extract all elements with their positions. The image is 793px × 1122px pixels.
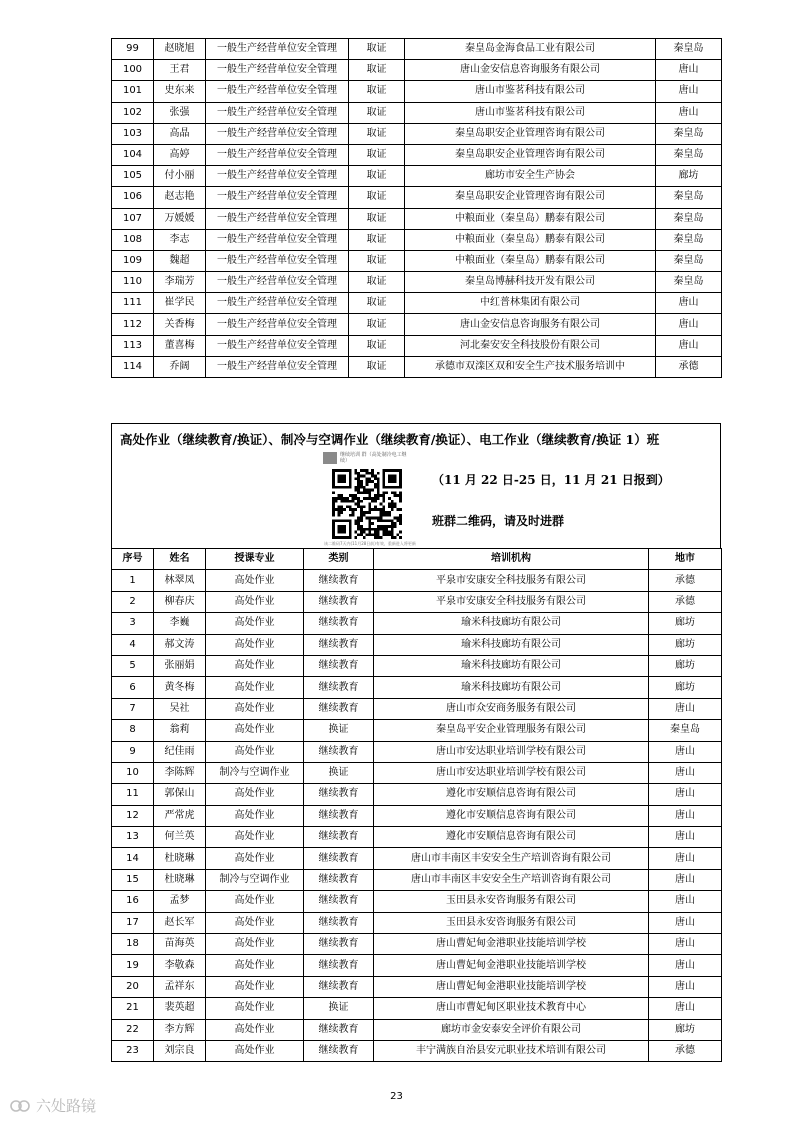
table-cell: 107 — [112, 208, 154, 229]
table-cell: 唐山 — [649, 976, 722, 997]
table-row — [112, 848, 722, 869]
table-cell: 瑜米科技廊坊有限公司 — [374, 634, 649, 655]
table-cell: 关香梅 — [154, 314, 206, 335]
table-cell: 李巍 — [154, 613, 206, 634]
class-trainee-table — [111, 548, 722, 1062]
qr-caption: 继续培训 群（高处制冷电工继续） — [340, 452, 407, 464]
table-cell: 1 — [112, 570, 154, 591]
table-cell: 秦皇岛职安企业管理咨询有限公司 — [405, 187, 656, 208]
table-cell: 廊坊 — [649, 677, 722, 698]
table-cell: 继续教育 — [304, 805, 374, 826]
table-cell: 纪佳雨 — [154, 741, 206, 762]
table-cell: 一般生产经营单位安全管理 — [206, 102, 349, 123]
table-cell: 秦皇岛 — [656, 208, 722, 229]
table-cell: 继续教育 — [304, 741, 374, 762]
table-cell: 一般生产经营单位安全管理 — [206, 187, 349, 208]
table-cell: 高处作业 — [206, 677, 304, 698]
table-cell: 一般生产经营单位安全管理 — [206, 81, 349, 102]
class-header — [111, 423, 721, 549]
table-cell: 廊坊 — [649, 613, 722, 634]
table-cell: 16 — [112, 891, 154, 912]
table-cell: 吴社 — [154, 698, 206, 719]
table-row — [112, 272, 722, 293]
table-cell: 遵化市安顺信息咨询有限公司 — [374, 805, 649, 826]
table-cell: 高处作业 — [206, 591, 304, 612]
table-cell: 高处作业 — [206, 805, 304, 826]
table-cell: 114 — [112, 356, 154, 377]
table-cell: 高处作业 — [206, 1019, 304, 1040]
table-cell: 21 — [112, 998, 154, 1019]
table-cell: 15 — [112, 869, 154, 890]
table-cell: 唐山市安达职业培训学校有限公司 — [374, 741, 649, 762]
table-cell: 继续教育 — [304, 613, 374, 634]
table-cell: 高处作业 — [206, 934, 304, 955]
table-cell: 一般生产经营单位安全管理 — [206, 123, 349, 144]
table-cell: 廊坊 — [656, 166, 722, 187]
table-cell: 继续教育 — [304, 891, 374, 912]
table-row — [112, 655, 722, 676]
table-cell: 赵长军 — [154, 912, 206, 933]
table-cell: 杜晓琳 — [154, 869, 206, 890]
table-cell: 取证 — [349, 102, 405, 123]
table-cell: 106 — [112, 187, 154, 208]
table-cell: 取证 — [349, 144, 405, 165]
table-cell: 翁莉 — [154, 720, 206, 741]
table-cell: 取证 — [349, 356, 405, 377]
table-cell: 唐山 — [656, 60, 722, 81]
column-header: 授课专业 — [206, 549, 304, 570]
table-cell: 李陈辉 — [154, 762, 206, 783]
column-header: 序号 — [112, 549, 154, 570]
table-cell: 唐山 — [649, 998, 722, 1019]
table-row — [112, 335, 722, 356]
table-cell: 高处作业 — [206, 698, 304, 719]
table-row — [112, 250, 722, 271]
table-cell: 乔阔 — [154, 356, 206, 377]
column-header: 类别 — [304, 549, 374, 570]
table-row — [112, 591, 722, 612]
table-cell: 23 — [112, 1040, 154, 1061]
table-cell: 22 — [112, 1019, 154, 1040]
table-cell: 遵化市安顺信息咨询有限公司 — [374, 784, 649, 805]
table-row — [112, 187, 722, 208]
table-cell: 孟祥东 — [154, 976, 206, 997]
table-row — [112, 741, 722, 762]
table-cell: 9 — [112, 741, 154, 762]
table-cell: 何兰英 — [154, 827, 206, 848]
table-cell: 唐山 — [649, 762, 722, 783]
table-cell: 取证 — [349, 187, 405, 208]
table-row — [112, 570, 722, 591]
table-cell: 廊坊 — [649, 634, 722, 655]
table-row — [112, 356, 722, 377]
table-cell: 一般生产经营单位安全管理 — [206, 250, 349, 271]
table-cell: 一般生产经营单位安全管理 — [206, 335, 349, 356]
table-row — [112, 891, 722, 912]
table-cell: 换证 — [304, 720, 374, 741]
table-cell: 魏超 — [154, 250, 206, 271]
table-cell: 取证 — [349, 293, 405, 314]
table-cell: 一般生产经营单位安全管理 — [206, 166, 349, 187]
watermark-logo-icon — [10, 1099, 32, 1113]
table-cell: 唐山市丰南区丰安安全生产培训咨询有限公司 — [374, 869, 649, 890]
table-cell: 取证 — [349, 208, 405, 229]
table-cell: 中粮面业（秦皇岛）鹏泰有限公司 — [405, 208, 656, 229]
table-cell: 104 — [112, 144, 154, 165]
table-cell: 一般生产经营单位安全管理 — [206, 314, 349, 335]
table-row — [112, 934, 722, 955]
table-cell: 丰宁满族自治县安元职业技术培训有限公司 — [374, 1040, 649, 1061]
table-cell: 刘宗良 — [154, 1040, 206, 1061]
table-cell: 102 — [112, 102, 154, 123]
table-cell: 高处作业 — [206, 720, 304, 741]
table-cell: 唐山金安信息咨询服务有限公司 — [405, 60, 656, 81]
table-row — [112, 784, 722, 805]
table-cell: 高处作业 — [206, 891, 304, 912]
table-cell: 唐山市曹妃甸区职业技术教育中心 — [374, 998, 649, 1019]
table-cell: 赵志艳 — [154, 187, 206, 208]
table-cell: 继续教育 — [304, 934, 374, 955]
table-cell: 唐山 — [649, 934, 722, 955]
table-cell: 遵化市安顺信息咨询有限公司 — [374, 827, 649, 848]
table-cell: 108 — [112, 229, 154, 250]
table-cell: 唐山曹妃甸金港职业技能培训学校 — [374, 976, 649, 997]
table-cell: 瑜米科技廊坊有限公司 — [374, 677, 649, 698]
table-cell: 张强 — [154, 102, 206, 123]
watermark-text: 六处路镜 — [36, 1097, 97, 1115]
table-cell: 继续教育 — [304, 827, 374, 848]
table-cell: 继续教育 — [304, 848, 374, 869]
table-cell: 王君 — [154, 60, 206, 81]
table-cell: 20 — [112, 976, 154, 997]
table-row — [112, 720, 722, 741]
table-cell: 承德 — [649, 591, 722, 612]
table-cell: 继续教育 — [304, 1040, 374, 1061]
table-cell: 继续教育 — [304, 784, 374, 805]
table-cell: 唐山 — [649, 912, 722, 933]
table-row — [112, 60, 722, 81]
table-cell: 郭保山 — [154, 784, 206, 805]
table-cell: 高处作业 — [206, 827, 304, 848]
qr-footer: 该二维码7天内(11月28日前)有效，重新进入将更新 — [324, 541, 416, 546]
table-cell: 承德市双滦区双和安全生产技术服务培训中 — [405, 356, 656, 377]
table-cell: 3 — [112, 613, 154, 634]
table-cell: 黄冬梅 — [154, 677, 206, 698]
table-cell: 秦皇岛 — [649, 720, 722, 741]
table-cell: 取证 — [349, 81, 405, 102]
table-cell: 秦皇岛 — [656, 123, 722, 144]
table-cell: 103 — [112, 123, 154, 144]
table-cell: 17 — [112, 912, 154, 933]
table-cell: 董喜梅 — [154, 335, 206, 356]
table-cell: 取证 — [349, 335, 405, 356]
table-cell: 2 — [112, 591, 154, 612]
table-cell: 唐山 — [656, 102, 722, 123]
table-cell: 继续教育 — [304, 869, 374, 890]
table-cell: 高晶 — [154, 123, 206, 144]
table-cell: 玉田县永安咨询服务有限公司 — [374, 912, 649, 933]
page-number: 23 — [390, 1091, 403, 1102]
table-cell: 99 — [112, 39, 154, 60]
table-cell: 高处作业 — [206, 1040, 304, 1061]
table-cell: 继续教育 — [304, 570, 374, 591]
class-dates: （11 月 22 日-25 日，11 月 21 日报到） — [432, 473, 670, 487]
table-cell: 14 — [112, 848, 154, 869]
table-cell: 平泉市安康安全科技服务有限公司 — [374, 591, 649, 612]
table-cell: 一般生产经营单位安全管理 — [206, 293, 349, 314]
table-cell: 秦皇岛 — [656, 144, 722, 165]
table-cell: 唐山 — [656, 81, 722, 102]
table-cell: 高处作业 — [206, 784, 304, 805]
table-cell: 一般生产经营单位安全管理 — [206, 356, 349, 377]
table-row — [112, 166, 722, 187]
table-cell: 苗海英 — [154, 934, 206, 955]
table-cell: 玉田县永安咨询服务有限公司 — [374, 891, 649, 912]
class-title: 高处作业（继续教育/换证）、制冷与空调作业（继续教育/换证）、电工作业（继续教育/换证 1）班 — [120, 432, 660, 447]
table-row — [112, 869, 722, 890]
table-cell: 唐山 — [649, 805, 722, 826]
table-cell: 取证 — [349, 272, 405, 293]
table-cell: 继续教育 — [304, 634, 374, 655]
table-cell: 110 — [112, 272, 154, 293]
table-cell: 继续教育 — [304, 591, 374, 612]
table-cell: 一般生产经营单位安全管理 — [206, 60, 349, 81]
table-cell: 廊坊 — [649, 1019, 722, 1040]
table-cell: 秦皇岛金海食品工业有限公司 — [405, 39, 656, 60]
table-row — [112, 976, 722, 997]
table-cell: 高处作业 — [206, 998, 304, 1019]
table-cell: 唐山 — [649, 698, 722, 719]
table-cell: 一般生产经营单位安全管理 — [206, 208, 349, 229]
table-cell: 张丽娟 — [154, 655, 206, 676]
table-cell: 取证 — [349, 314, 405, 335]
table-cell: 101 — [112, 81, 154, 102]
table-row — [112, 208, 722, 229]
table-cell: 制冷与空调作业 — [206, 762, 304, 783]
table-cell: 12 — [112, 805, 154, 826]
table-row — [112, 39, 722, 60]
table-cell: 裴英超 — [154, 998, 206, 1019]
column-header: 姓名 — [154, 549, 206, 570]
table-cell: 唐山曹妃甸金港职业技能培训学校 — [374, 934, 649, 955]
table-row — [112, 314, 722, 335]
table-cell: 继续教育 — [304, 698, 374, 719]
table-cell: 一般生产经营单位安全管理 — [206, 229, 349, 250]
table-cell: 10 — [112, 762, 154, 783]
trainee-table-continued — [111, 38, 722, 378]
table-cell: 秦皇岛 — [656, 272, 722, 293]
table-cell: 113 — [112, 335, 154, 356]
table-cell: 秦皇岛 — [656, 187, 722, 208]
table-cell: 111 — [112, 293, 154, 314]
table-row — [112, 762, 722, 783]
table-cell: 唐山 — [656, 335, 722, 356]
table-cell: 唐山 — [649, 891, 722, 912]
table-cell: 瑜米科技廊坊有限公司 — [374, 655, 649, 676]
table-header-row — [112, 549, 722, 570]
table-cell: 付小丽 — [154, 166, 206, 187]
column-header: 培训机构 — [374, 549, 649, 570]
table-cell: 李志 — [154, 229, 206, 250]
table-cell: 唐山曹妃甸金港职业技能培训学校 — [374, 955, 649, 976]
table-cell: 112 — [112, 314, 154, 335]
table-row — [112, 912, 722, 933]
table-cell: 河北秦安安全科技股份有限公司 — [405, 335, 656, 356]
table-cell: 唐山市鉴茗科技有限公司 — [405, 81, 656, 102]
table-cell: 取证 — [349, 250, 405, 271]
table-cell: 换证 — [304, 998, 374, 1019]
table-row — [112, 613, 722, 634]
table-cell: 6 — [112, 677, 154, 698]
table-cell: 秦皇岛博赫科技开发有限公司 — [405, 272, 656, 293]
table-cell: 取证 — [349, 39, 405, 60]
table-cell: 一般生产经营单位安全管理 — [206, 144, 349, 165]
table-cell: 瑜米科技廊坊有限公司 — [374, 613, 649, 634]
table-cell: 18 — [112, 934, 154, 955]
table-row — [112, 677, 722, 698]
table-row — [112, 229, 722, 250]
table-cell: 秦皇岛平安企业管理服务有限公司 — [374, 720, 649, 741]
table-cell: 史东来 — [154, 81, 206, 102]
table-cell: 柳春庆 — [154, 591, 206, 612]
table-row — [112, 955, 722, 976]
table-cell: 廊坊 — [649, 655, 722, 676]
table-cell: 承德 — [656, 356, 722, 377]
table-row — [112, 1019, 722, 1040]
table-cell: 严常虎 — [154, 805, 206, 826]
table-cell: 高处作业 — [206, 976, 304, 997]
watermark — [10, 1095, 96, 1116]
column-header: 地市 — [649, 549, 722, 570]
table-cell: 秦皇岛职安企业管理咨询有限公司 — [405, 144, 656, 165]
table-cell: 取证 — [349, 166, 405, 187]
table-cell: 唐山 — [649, 955, 722, 976]
table-row — [112, 634, 722, 655]
table-cell: 唐山 — [649, 848, 722, 869]
table-cell: 中红普林集团有限公司 — [405, 293, 656, 314]
table-cell: 取证 — [349, 123, 405, 144]
table-cell: 唐山市鉴茗科技有限公司 — [405, 102, 656, 123]
table-cell: 8 — [112, 720, 154, 741]
table-cell: 19 — [112, 955, 154, 976]
table-cell: 秦皇岛职安企业管理咨询有限公司 — [405, 123, 656, 144]
table-cell: 平泉市安康安全科技服务有限公司 — [374, 570, 649, 591]
table-cell: 李瑞芳 — [154, 272, 206, 293]
table-cell: 中粮面业（秦皇岛）鹏泰有限公司 — [405, 229, 656, 250]
table-cell: 取证 — [349, 229, 405, 250]
table-cell: 廊坊市金安泰安全评价有限公司 — [374, 1019, 649, 1040]
table-cell: 继续教育 — [304, 955, 374, 976]
qr-code-icon — [328, 469, 406, 539]
table-cell: 郝文涛 — [154, 634, 206, 655]
table-cell: 唐山 — [656, 293, 722, 314]
table-cell: 一般生产经营单位安全管理 — [206, 39, 349, 60]
table-cell: 继续教育 — [304, 677, 374, 698]
table-cell: 唐山金安信息咨询服务有限公司 — [405, 314, 656, 335]
table-cell: 崔学民 — [154, 293, 206, 314]
table-cell: 4 — [112, 634, 154, 655]
table-cell: 赵晓旭 — [154, 39, 206, 60]
table-cell: 高处作业 — [206, 955, 304, 976]
table-cell: 秦皇岛 — [656, 250, 722, 271]
table-cell: 唐山市众安商务服务有限公司 — [374, 698, 649, 719]
table-cell: 唐山市安达职业培训学校有限公司 — [374, 762, 649, 783]
table-cell: 承德 — [649, 1040, 722, 1061]
table-cell: 唐山 — [649, 784, 722, 805]
table-cell: 5 — [112, 655, 154, 676]
table-cell: 孟梦 — [154, 891, 206, 912]
table-cell: 109 — [112, 250, 154, 271]
table-cell: 中粮面业（秦皇岛）鹏泰有限公司 — [405, 250, 656, 271]
table-row — [112, 998, 722, 1019]
table-cell: 取证 — [349, 60, 405, 81]
table-cell: 高处作业 — [206, 570, 304, 591]
table-cell: 唐山 — [656, 314, 722, 335]
table-cell: 继续教育 — [304, 1019, 374, 1040]
table-row — [112, 827, 722, 848]
table-cell: 杜晓琳 — [154, 848, 206, 869]
table-cell: 秦皇岛 — [656, 229, 722, 250]
table-cell: 继续教育 — [304, 655, 374, 676]
table-cell: 万媛媛 — [154, 208, 206, 229]
table-row — [112, 144, 722, 165]
table-row — [112, 293, 722, 314]
table-cell: 继续教育 — [304, 976, 374, 997]
table-cell: 换证 — [304, 762, 374, 783]
table-cell: 秦皇岛 — [656, 39, 722, 60]
table-cell: 唐山市丰南区丰安安全生产培训咨询有限公司 — [374, 848, 649, 869]
table-cell: 高婷 — [154, 144, 206, 165]
table-cell: 100 — [112, 60, 154, 81]
group-qr-card — [320, 451, 414, 547]
table-row — [112, 1040, 722, 1061]
table-row — [112, 805, 722, 826]
table-cell: 高处作业 — [206, 848, 304, 869]
table-cell: 13 — [112, 827, 154, 848]
table-cell: 继续教育 — [304, 912, 374, 933]
table-cell: 李方辉 — [154, 1019, 206, 1040]
table-cell: 高处作业 — [206, 613, 304, 634]
group-avatar — [323, 452, 337, 464]
table-cell: 7 — [112, 698, 154, 719]
table-cell: 唐山 — [649, 869, 722, 890]
table-row — [112, 123, 722, 144]
table-cell: 11 — [112, 784, 154, 805]
table-cell: 承德 — [649, 570, 722, 591]
table-cell: 唐山 — [649, 827, 722, 848]
table-cell: 唐山 — [649, 741, 722, 762]
table-cell: 一般生产经营单位安全管理 — [206, 272, 349, 293]
table-row — [112, 102, 722, 123]
table-cell: 廊坊市安全生产协会 — [405, 166, 656, 187]
table-cell: 高处作业 — [206, 741, 304, 762]
table-cell: 制冷与空调作业 — [206, 869, 304, 890]
table-cell: 高处作业 — [206, 912, 304, 933]
table-cell: 李敬森 — [154, 955, 206, 976]
qr-note: 班群二维码，请及时进群 — [432, 514, 565, 528]
table-cell: 高处作业 — [206, 634, 304, 655]
table-cell: 高处作业 — [206, 655, 304, 676]
table-cell: 林翠凤 — [154, 570, 206, 591]
table-row — [112, 81, 722, 102]
table-row — [112, 698, 722, 719]
table-cell: 105 — [112, 166, 154, 187]
